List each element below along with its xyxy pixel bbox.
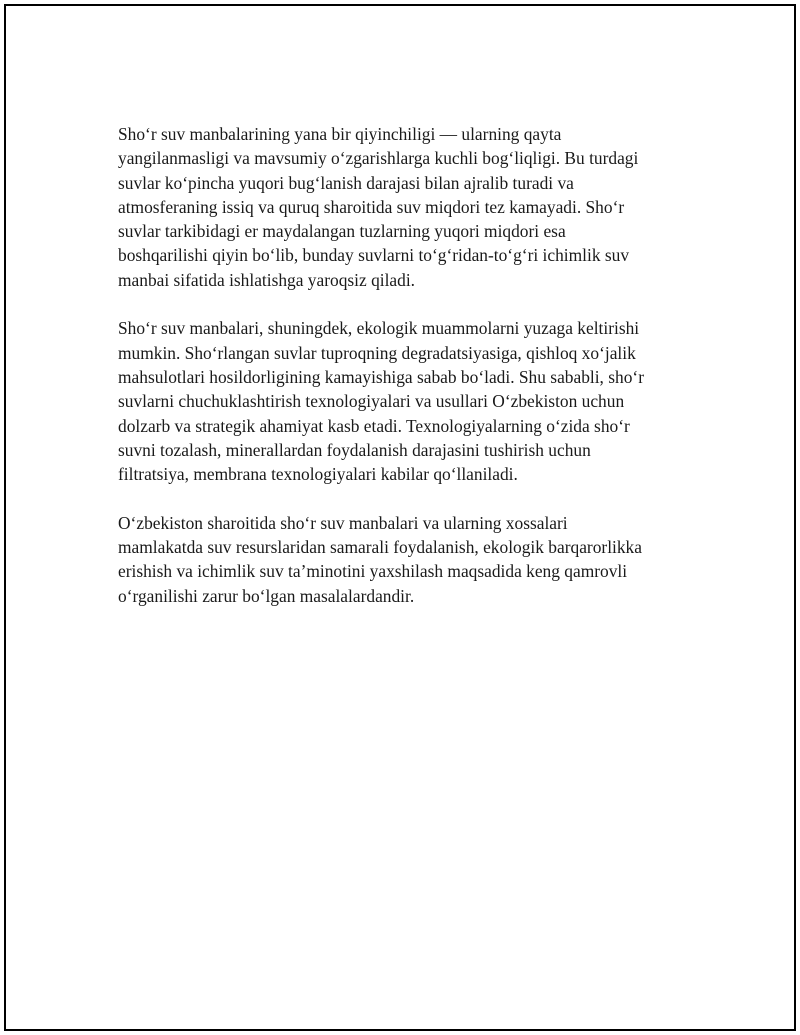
- text-line: manbai sifatida ishlatishga yaroqsiz qiladi.: [118, 269, 416, 290]
- text-line: atmosferaning issiq va quruq sharoitida suv miqdori tez kamayadi. Sho‘r: [118, 196, 625, 217]
- text-line: boshqarilishi qiyin bo‘lib, bunday suvlarni to‘g‘ridan-to‘g‘ri ichimlik suv: [118, 245, 630, 266]
- text-line: o‘rganilishi zarur bo‘lgan masalalardandir.: [118, 585, 415, 606]
- text-line: suvlarni chuchuklashtirish texnologiyalari va usullari O‘zbekiston uchun: [118, 391, 625, 412]
- text-line: Sho‘r suv manbalari, shuningdek, ekologik muammolarni yuzaga keltirishi: [118, 318, 640, 339]
- text-line: erishish va ichimlik suv ta’minotini yaxshilash maqsadida keng qamrovli: [118, 561, 628, 582]
- paragraph-3: [118, 511, 698, 608]
- text-line: mumkin. Sho‘rlangan suvlar tuproqning degradatsiyasiga, qishloq xo‘jalik: [118, 342, 636, 363]
- text-line: mahsulotlari hosildorligining kamayishiga sabab bo‘ladi. Shu sababli, sho‘r: [118, 366, 644, 387]
- text-line: mamlakatda suv resurslaridan samarali foydalanish, ekologik barqarorlikka: [118, 537, 642, 558]
- paragraph-2: [118, 316, 698, 486]
- text-line: filtratsiya, membrana texnologiyalari kabilar qo‘llaniladi.: [118, 464, 518, 485]
- text-line: suvlar tarkibidagi er maydalangan tuzlarning yuqori miqdori esa: [118, 221, 566, 242]
- paragraph-1: [118, 122, 698, 292]
- text-line: O‘zbekiston sharoitida sho‘r suv manbalari va ularning xossalari: [118, 512, 568, 533]
- text-line: yangilanmasligi va mavsumiy o‘zgarishlarga kuchli bog‘liqligi. Bu turdagi: [118, 148, 639, 169]
- text-line: dolzarb va strategik ahamiyat kasb etadi. Texnologiyalarning o‘zida sho‘r: [118, 415, 630, 436]
- text-line: Sho‘r suv manbalarining yana bir qiyinchiligi — ularning qayta: [118, 124, 562, 144]
- text-column: [118, 122, 698, 632]
- page-frame: [4, 4, 796, 1031]
- text-line: suvlar ko‘pincha yuqori bug‘lanish darajasi bilan ajralib turadi va: [118, 172, 574, 193]
- text-line: suvni tozalash, minerallardan foydalanish darajasini tushirish uchun: [118, 439, 591, 460]
